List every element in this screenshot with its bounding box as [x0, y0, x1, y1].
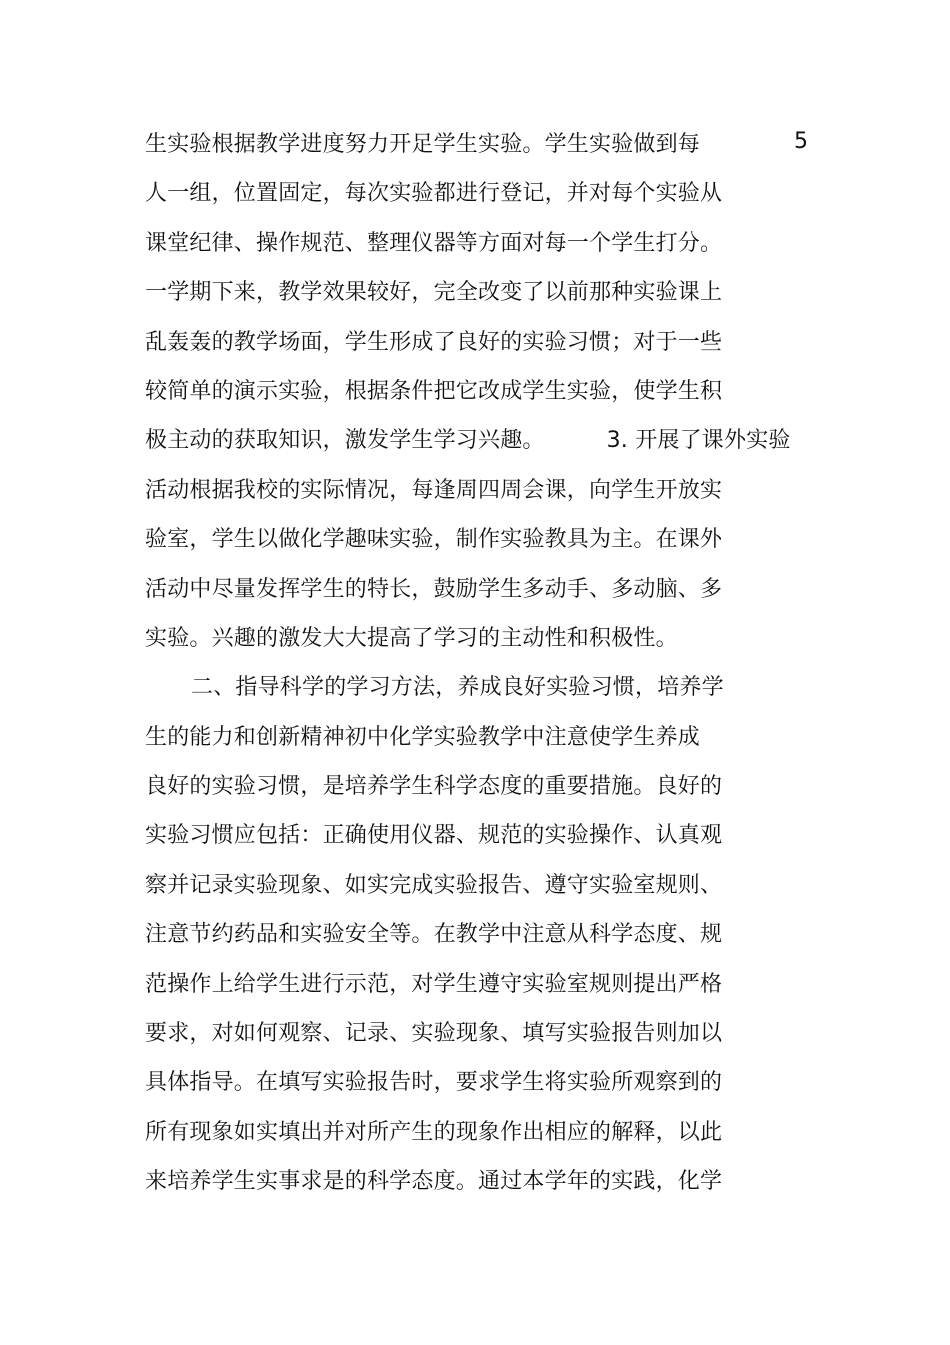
- text-line: 范操作上给学生进行示范，对学生遵守实验室规则提出严格: [145, 971, 723, 997]
- paragraph-start-line: 二、指导科学的学习方法，养成良好实验习惯，培养学: [191, 675, 724, 701]
- text-line: 良好的实验习惯，是培养学生科学态度的重要措施。良好的: [145, 774, 723, 800]
- text-line: 来培养学生实事求是的科学态度。通过本学年的实践，化学: [145, 1169, 723, 1195]
- text-line: 实验习惯应包括：正确使用仪器、规范的实验操作、认真观: [145, 823, 723, 849]
- text-line: 察并记录实验现象、如实完成实验报告、遵守实验室规则、: [145, 872, 723, 898]
- body-text: [145, 120, 805, 1207]
- text-line: 生的能力和创新精神初中化学实验教学中注意使学生养成: [145, 724, 701, 750]
- text-line: 要求，对如何观察、记录、实验现象、填写实验报告则加以: [145, 1021, 723, 1047]
- page-number: 5: [794, 129, 808, 154]
- text-line: 课堂纪律、操作规范、整理仪器等方面对每一个学生打分。: [145, 230, 723, 256]
- text-line-with-section-start: [145, 416, 805, 465]
- text-line: 生实验根据教学进度努力开足学生实验。学生实验做到每: [145, 132, 701, 157]
- text-line: 乱轰轰的教学场面，学生形成了良好的实验习惯；对于一些: [145, 329, 723, 355]
- text-line: 活动根据我校的实际情况，每逢周四周会课，向学生开放实: [145, 477, 723, 503]
- text-line: 一学期下来，教学效果较好，完全改变了以前那种实验课上: [145, 280, 723, 306]
- text-line: 所有现象如实填出并对所产生的现象作出相应的解释，以此: [145, 1119, 723, 1145]
- text-line: 活动中尽量发挥学生的特长，鼓励学生多动手、多动脑、多: [145, 576, 723, 602]
- text-line: 注意节约药品和实验安全等。在教学中注意从科学态度、规: [145, 922, 723, 948]
- text-line: 人一组，位置固定，每次实验都进行登记，并对每个实验从: [145, 181, 723, 207]
- section-heading-inline: 3. 开展了课外实验: [606, 428, 791, 454]
- text-line: 验室，学生以做化学趣味实验，制作实验教具为主。在课外: [145, 527, 723, 553]
- text-line: 较简单的演示实验，根据条件把它改成学生实验，使学生积: [145, 378, 723, 404]
- text-line: 实验。兴趣的激发大大提高了学习的主动性和积极性。: [145, 625, 678, 651]
- text-line-segment: 极主动的获取知识，激发学生学习兴趣。: [145, 428, 545, 454]
- text-line: 具体指导。在填写实验报告时，要求学生将实验所观察到的: [145, 1070, 723, 1096]
